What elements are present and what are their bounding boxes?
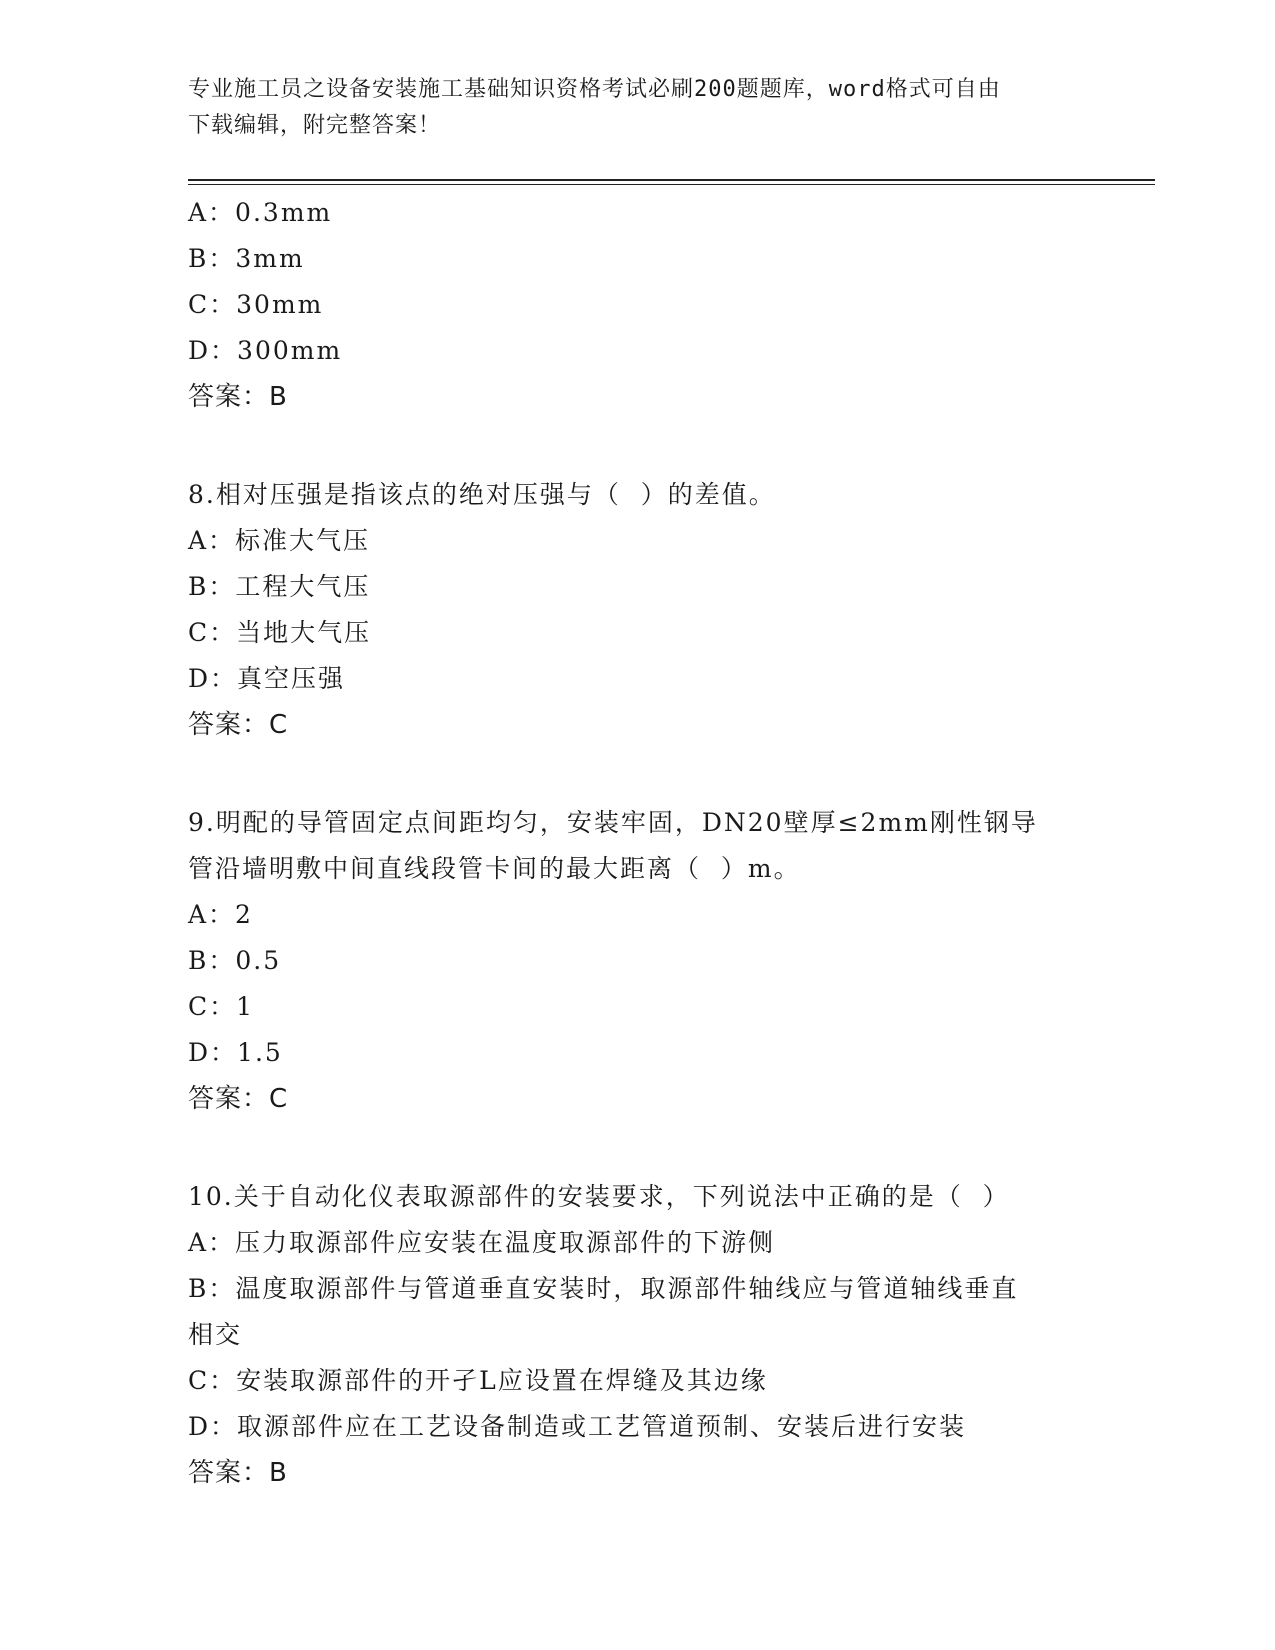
question-list <box>188 190 1088 1496</box>
option-b: B：工程大气压 <box>188 572 371 601</box>
option-c: C：30mm <box>188 290 324 319</box>
option-b-line-2: 相交 <box>188 1320 243 1349</box>
header-divider-thick <box>188 179 1155 181</box>
question-7-options <box>188 190 1088 420</box>
answer-line: 答案：B <box>188 1458 288 1488</box>
question-10 <box>188 1174 1088 1496</box>
option-c: C：安装取源部件的开孑L应设置在焊缝及其边缘 <box>188 1366 768 1395</box>
option-b-line-1: B：温度取源部件与管道垂直安装时，取源部件轴线应与管道轴线垂直 <box>188 1274 1019 1303</box>
answer-line: 答案：B <box>188 382 288 412</box>
option-a: A：0.3mm <box>188 198 333 227</box>
question-stem-line-1: 9.明配的导管固定点间距均匀，安装牢固，DN20壁厚≤2mm刚性钢导 <box>188 808 1038 837</box>
header-line-2: 下载编辑，附完整答案！ <box>188 113 442 138</box>
question-8 <box>188 472 1088 748</box>
document-header <box>188 72 1068 144</box>
question-stem: 10.关于自动化仪表取源部件的安装要求，下列说法中正确的是（ ） <box>188 1182 1010 1211</box>
option-a: A：2 <box>188 900 253 929</box>
option-d: D：取源部件应在工艺设备制造或工艺管道预制、安装后进行安装 <box>188 1412 967 1441</box>
option-b: B：3mm <box>188 244 305 273</box>
option-d: D：300mm <box>188 336 343 365</box>
option-d: D：1.5 <box>188 1038 283 1067</box>
question-stem-line-2: 管沿墙明敷中间直线段管卡间的最大距离（ ）m。 <box>188 854 801 883</box>
answer-line: 答案：C <box>188 1084 289 1114</box>
option-a: A：标准大气压 <box>188 526 371 555</box>
header-divider-thin <box>188 184 1155 185</box>
option-c: C：当地大气压 <box>188 618 372 647</box>
option-b: B：0.5 <box>188 946 282 975</box>
question-stem: 8.相对压强是指该点的绝对压强与（ ）的差值。 <box>188 480 776 509</box>
question-9 <box>188 800 1088 1122</box>
header-line-1: 专业施工员之设备安装施工基础知识资格考试必刷200题题库，word格式可自由 <box>188 77 1001 102</box>
option-a: A：压力取源部件应安装在温度取源部件的下游侧 <box>188 1228 776 1257</box>
answer-line: 答案：C <box>188 710 289 740</box>
option-c: C：1 <box>188 992 255 1021</box>
option-d: D：真空压强 <box>188 664 346 693</box>
document-page <box>188 0 1148 1650</box>
